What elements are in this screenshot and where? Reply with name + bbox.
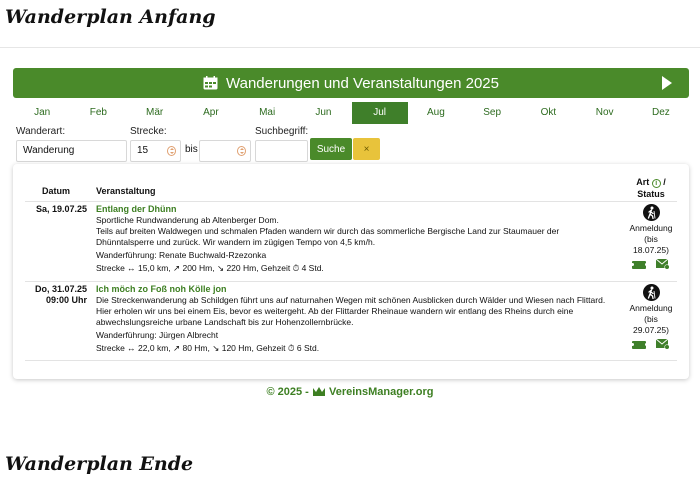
filter-bar bbox=[14, 126, 694, 162]
divider bbox=[25, 281, 677, 282]
tab-month-aug[interactable]: Aug bbox=[426, 107, 445, 118]
calendar-icon bbox=[203, 76, 218, 90]
tab-month-jul[interactable]: Jul bbox=[352, 102, 408, 124]
clear-button[interactable]: × bbox=[353, 138, 380, 160]
event-description: Sportliche Rundwanderung ab Altenberger Dom. bbox=[96, 215, 279, 225]
tab-month-sep[interactable]: Sep bbox=[483, 107, 502, 118]
footer-brand-link[interactable]: VereinsManager.org bbox=[328, 386, 434, 398]
search-input[interactable] bbox=[255, 140, 308, 162]
tab-month-jan[interactable]: Jan bbox=[34, 107, 51, 118]
tab-month-jun[interactable]: Jun bbox=[315, 107, 332, 118]
event-date-text: Do, 31.07.25 bbox=[34, 284, 87, 294]
status-text: (bis bbox=[644, 314, 658, 324]
strecke-to-input[interactable] bbox=[199, 140, 251, 162]
tab-month-feb[interactable]: Feb bbox=[89, 107, 107, 118]
info-icon[interactable]: i bbox=[652, 179, 661, 188]
event-description: Die Streckenwanderung ab Schildgen führt uns auf naturnahen Wegen mit schönen Ausblicken durch Wälder und Wiesen nach Flittard. Hier erholen wir uns bei einem Eis, bevor es weitergeht. Ab der Flittarder Rheinaue wandern wir entlang des Rheins durch eine abwechslungsreiche urbane Landschaft bis zur Hohenzollernbrücke. bbox=[96, 295, 606, 327]
events-table bbox=[13, 164, 689, 379]
events-banner bbox=[13, 68, 689, 98]
page-heading-start: Wanderplan Anfang bbox=[5, 6, 216, 28]
status-text: 18.07.25) bbox=[633, 245, 669, 255]
tab-month-mai[interactable]: Mai bbox=[259, 107, 276, 118]
search-label: Suchbegriff: bbox=[255, 126, 309, 137]
tab-month-nov[interactable]: Nov bbox=[595, 107, 614, 118]
month-tabs bbox=[14, 102, 689, 124]
event-details bbox=[96, 284, 606, 354]
footer-copyright: © 2025 - bbox=[266, 386, 309, 398]
mail-icon[interactable] bbox=[656, 339, 670, 350]
col-header-date: Datum bbox=[42, 186, 71, 196]
tab-month-mar[interactable]: Mär bbox=[146, 107, 164, 118]
col-header-slash: / bbox=[663, 177, 666, 187]
col-header-status bbox=[631, 176, 671, 200]
stepper-icon[interactable] bbox=[237, 146, 246, 156]
mail-icon[interactable] bbox=[656, 259, 670, 270]
event-leader: Wanderführung: Jürgen Albrecht bbox=[96, 330, 219, 340]
event-title-link[interactable]: Ich möch zo Foß noh Kölle jon bbox=[96, 284, 227, 294]
page-heading-end: Wanderplan Ende bbox=[5, 453, 194, 475]
status-text: 29.07.25) bbox=[633, 325, 669, 335]
event-title-link[interactable]: Entlang der Dhünn bbox=[96, 204, 177, 214]
tab-month-dez[interactable]: Dez bbox=[651, 107, 670, 118]
tab-month-apr[interactable]: Apr bbox=[203, 107, 219, 118]
banner-title: Wanderungen und Veranstaltungen 2025 bbox=[226, 74, 499, 92]
ticket-icon[interactable] bbox=[632, 261, 646, 269]
strecke-from-input[interactable] bbox=[130, 140, 181, 162]
art-select[interactable]: Wanderung bbox=[16, 140, 127, 162]
event-stats: Strecke ↔ 22,0 km, ↗ 80 Hm, ↘ 120 Hm, Gehzeit ⏱ 6 Std. bbox=[96, 343, 320, 353]
event-stats: Strecke ↔ 15,0 km, ↗ 200 Hm, ↘ 220 Hm, Gehzeit ⏱ 4 Std. bbox=[96, 263, 324, 273]
art-label: Wanderart: bbox=[16, 126, 66, 137]
event-details bbox=[96, 204, 606, 274]
divider bbox=[25, 360, 677, 361]
strecke-from-value: 15 bbox=[137, 145, 149, 156]
ticket-icon[interactable] bbox=[632, 341, 646, 349]
event-status bbox=[623, 284, 679, 350]
divider bbox=[25, 201, 677, 202]
hiking-icon bbox=[643, 204, 660, 221]
strecke-label: Strecke: bbox=[130, 126, 167, 137]
tab-month-okt[interactable]: Okt bbox=[540, 107, 557, 118]
col-header-art: Art bbox=[636, 177, 650, 187]
event-time-text: 09:00 Uhr bbox=[45, 295, 87, 305]
event-description: Teils auf breiten Waldwegen und schmalen Pfaden wandern wir durch das sommerliche Bergische Land zur Staumauer der Dhünntalsperre und zurück. Wir wandern im zügigen Tempo von 4,5 km/h. bbox=[96, 226, 560, 247]
event-date bbox=[25, 204, 87, 215]
col-header-event: Veranstaltung bbox=[96, 186, 156, 196]
play-icon[interactable] bbox=[662, 76, 672, 90]
status-text: Anmeldung bbox=[629, 303, 673, 313]
hiking-icon bbox=[643, 284, 660, 301]
footer bbox=[0, 386, 700, 398]
status-text: Anmeldung bbox=[629, 223, 673, 233]
event-status bbox=[623, 204, 679, 270]
crown-icon bbox=[313, 387, 325, 396]
status-text: (bis bbox=[644, 234, 658, 244]
event-date-text: Sa, 19.07.25 bbox=[35, 204, 87, 214]
bis-label: bis bbox=[185, 144, 198, 155]
stepper-icon[interactable] bbox=[167, 146, 176, 156]
event-leader: Wanderführung: Renate Buchwald-Rzezonka bbox=[96, 250, 267, 260]
event-date bbox=[25, 284, 87, 306]
col-header-status-label: Status bbox=[637, 189, 665, 199]
search-button[interactable]: Suche bbox=[310, 138, 352, 160]
divider bbox=[0, 47, 700, 48]
